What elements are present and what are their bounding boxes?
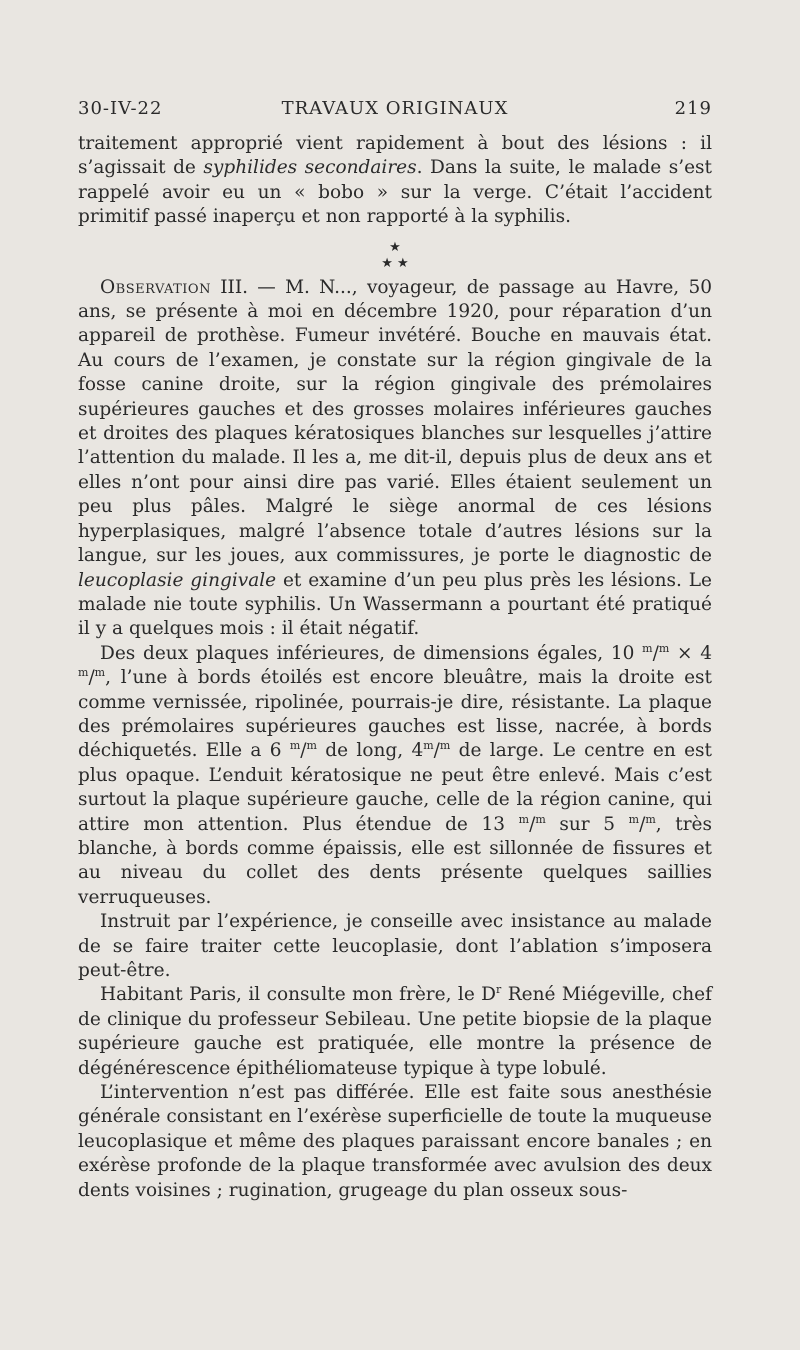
page-number: 219 bbox=[674, 98, 712, 119]
paragraph-continuation: traitement approprié vient rapidement à bout des lésions : il s’agissait de syphilides secondaires. Dans la suite, le malade s’est rappelé avoir eu un « bobo » sur la verge. C’était l’accident primitif passé inaperçu et non rapporté à la syphilis. bbox=[78, 133, 712, 228]
asterism-top: ★ bbox=[389, 239, 401, 255]
emphasis-leucoplasie: leucoplasie gingivale bbox=[78, 569, 277, 591]
body-text bbox=[78, 132, 712, 1203]
paragraph-instruit: Instruit par l’expérience, je conseille avec insistance au malade de se faire traiter cette leucoplasie, dont l’ablation s’imposera peut-être. bbox=[78, 911, 712, 981]
paragraph-intervention: L’intervention n’est pas différée. Elle est faite sous anesthésie générale consistant en l’exérèse superficielle de toute la muqueuse leucoplasique et même des plaques paraissant encore banales ; en exérèse profonde de la plaque transformée avec avulsion des deux dents voisines ; rugination, grugeage du plan osseux sous- bbox=[78, 1082, 712, 1201]
asterism-bottom: ★ ★ bbox=[381, 255, 409, 271]
paragraph-paris: Habitant Paris, il consulte mon frère, le $D^r$ René Miégeville, chef de clinique du professeur Sebileau. Une petite biopsie de la plaque supérieure gauche est pratiquée, elle montre la présence de dégénérescence épithéliomateuse typique à type lobulé. bbox=[78, 983, 712, 1079]
observation-label: Observation bbox=[100, 276, 211, 298]
paragraph-observation-iii: Observation III. — M. N..., voyageur, de passage au Havre, 50 ans, se présente à moi en décembre 1920, pour réparation d’un appareil de prothèse. Fumeur invétéré. Bouche en mauvais état. Au cours de l’examen, je constate sur la région gingivale de la fosse canine droite, sur la région gingivale des prémolaires supérieures gauches et des grosses molaires inférieures gauches et droites des plaques kératosiques blanches sur lesquelles j’attire l’attention du malade. Il les a, me dit-il, depuis plus de deux ans et elles n’ont pour ainsi dire pas varié. Elles étaient seulement un peu plus pâles. Malgré le siège anormal de ces lésions hyperplasiques, malgré l’absence totale d’autres lésions sur la langue, sur les joues, aux commissures, je porte le diagnostic de leucoplasie gingivale et examine d’un peu plus près les lésions. Le malade nie toute syphilis. Un Wassermann a pourtant été pratiqué il y a quelques mois : il était négatif. bbox=[78, 276, 712, 640]
header-date: 30-IV-22 bbox=[78, 98, 163, 119]
running-header bbox=[78, 98, 712, 124]
header-title: TRAVAUX ORIGINAUX bbox=[281, 98, 509, 119]
paragraph-plaques: Des deux plaques inférieures, de dimensions égales, 10 $^m$/$^m$ × 4 $^m$/$^m$, l’une à bords étoilés est encore bleuâtre, mais la droite est comme vernissée, ripolinée, pourrais-je dire, résistante. La plaque des prémolaires supérieures gauches est lisse, nacrée, à bords déchiquetés. Elle a 6 $^m$/$^m$ de long, 4$^m$/$^m$ de large. Le centre en est plus opaque. L’enduit kératosique ne peut être enlevé. Mais c’est surtout la plaque supérieure gauche, celle de la région canine, qui attire mon attention. Plus étendue de 13 $^m$/$^m$ sur 5 $^m$/$^m$, très blanche, à bords comme épaissis, elle est sillonnée de fissures et au niveau du collet des dents présente quelques saillies verruqueuses. bbox=[78, 641, 713, 908]
emphasis-syphilides: syphilides secondaires bbox=[203, 157, 417, 179]
section-separator-asterism bbox=[78, 240, 712, 272]
